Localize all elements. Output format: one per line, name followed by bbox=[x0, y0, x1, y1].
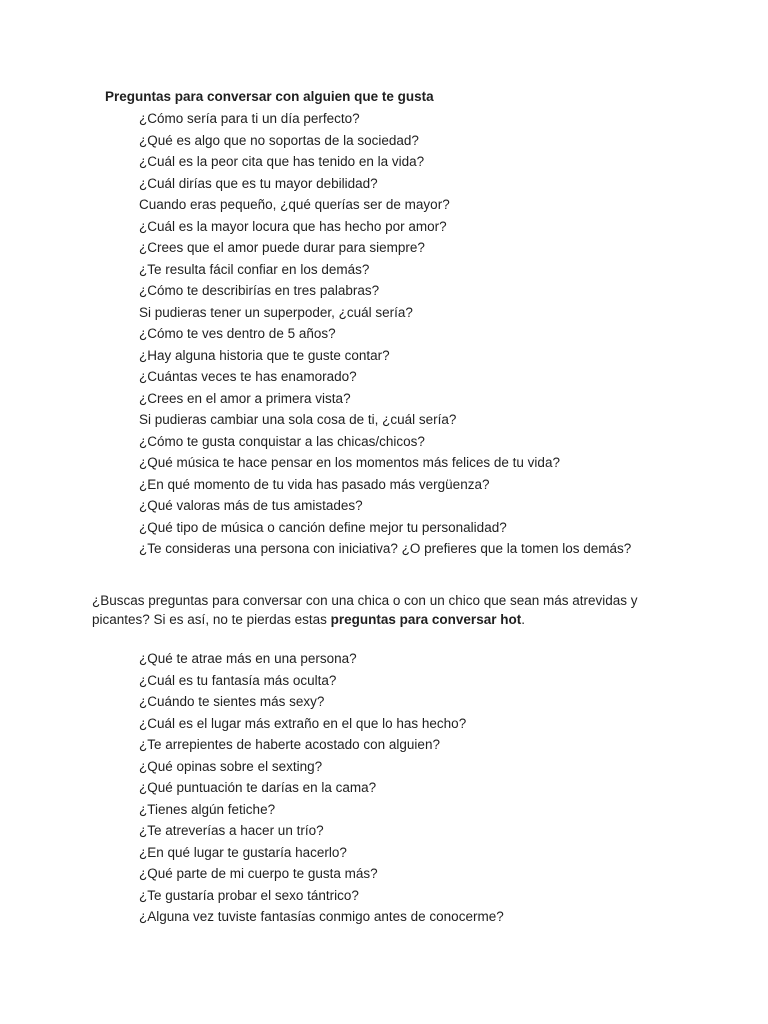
item-text: ¿Qué opinas sobre el sexting? bbox=[139, 758, 323, 774]
item-text: ¿Cómo te describirías en tres palabras? bbox=[139, 283, 380, 298]
item-text: ¿Cuál dirías que es tu mayor debilidad? bbox=[139, 175, 378, 191]
item-text: ¿Te arrepientes de haberte acostado con alguien? bbox=[139, 737, 440, 752]
item-text: ¿Cómo te ves dentro de 5 años? bbox=[139, 326, 336, 341]
item-text: ¿Cómo sería para ti un día perfecto? bbox=[139, 111, 360, 126]
item-text: ¿Te consideras una persona con iniciativa? ¿O prefieres que la tomen los demás? bbox=[139, 541, 632, 556]
item-text: ¿Qué parte de mi cuerpo te gusta más? bbox=[139, 866, 378, 881]
item-text: ¿Te resulta fácil confiar en los demás? bbox=[139, 261, 370, 277]
item-text: ¿En qué lugar te gustaría hacerlo? bbox=[139, 844, 347, 860]
item-text: ¿Qué te atrae más en una persona? bbox=[139, 651, 357, 666]
item-text: ¿Crees en el amor a primera vista? bbox=[139, 390, 351, 406]
item-text: ¿Te atreverías a hacer un trío? bbox=[139, 823, 324, 838]
intro-end: . bbox=[521, 612, 525, 627]
item-text: ¿Te gustaría probar el sexo tántrico? bbox=[139, 887, 359, 903]
item-text: ¿Qué música te hace pensar en los momentos más felices de tu vida? bbox=[139, 455, 560, 470]
item-text: ¿Hay alguna historia que te guste contar? bbox=[139, 347, 390, 363]
item-text: ¿Qué valoras más de tus amistades? bbox=[139, 498, 363, 513]
item-text: ¿En qué momento de tu vida has pasado más vergüenza? bbox=[139, 476, 490, 492]
item-text: ¿Crees que el amor puede durar para siempre? bbox=[139, 240, 425, 255]
section-heading: Preguntas para conversar con alguien que te gusta bbox=[105, 89, 434, 104]
item-text: ¿Qué puntuación te darías en la cama? bbox=[139, 780, 377, 795]
item-text: ¿Qué tipo de música o canción define mejor tu personalidad? bbox=[139, 519, 507, 535]
item-text: ¿Cuál es el lugar más extraño en el que lo has hecho? bbox=[139, 715, 467, 731]
item-text: ¿Qué es algo que no soportas de la sociedad? bbox=[139, 132, 419, 148]
intro-bold-text: preguntas para conversar hot bbox=[330, 612, 522, 627]
item-text: ¿Cuál es la peor cita que has tenido en la vida? bbox=[139, 154, 425, 169]
item-text: Si pudieras cambiar una sola cosa de ti, ¿cuál sería? bbox=[139, 412, 457, 427]
item-text: Si pudieras tener un superpoder, ¿cuál sería? bbox=[139, 304, 413, 320]
item-text: Cuando eras pequeño, ¿qué querías ser de mayor? bbox=[139, 197, 450, 212]
item-text: ¿Cómo te gusta conquistar a las chicas/chicos? bbox=[139, 433, 425, 449]
item-text: ¿Cuántas veces te has enamorado? bbox=[139, 369, 357, 384]
item-text: ¿Alguna vez tuviste fantasías conmigo antes de conocerme? bbox=[139, 909, 504, 924]
item-text: ¿Cuál es la mayor locura que has hecho por amor? bbox=[139, 218, 447, 234]
item-text: ¿Tienes algún fetiche? bbox=[139, 801, 276, 817]
item-text: ¿Cuál es tu fantasía más oculta? bbox=[139, 672, 337, 688]
item-text: ¿Cuándo te sientes más sexy? bbox=[139, 694, 325, 709]
intro-text: ¿Buscas preguntas para conversar con una chica o con un chico que sean más atrevidas y picantes? Si es así, no te pierdas estas bbox=[92, 593, 638, 627]
intro-paragraph bbox=[92, 591, 672, 629]
